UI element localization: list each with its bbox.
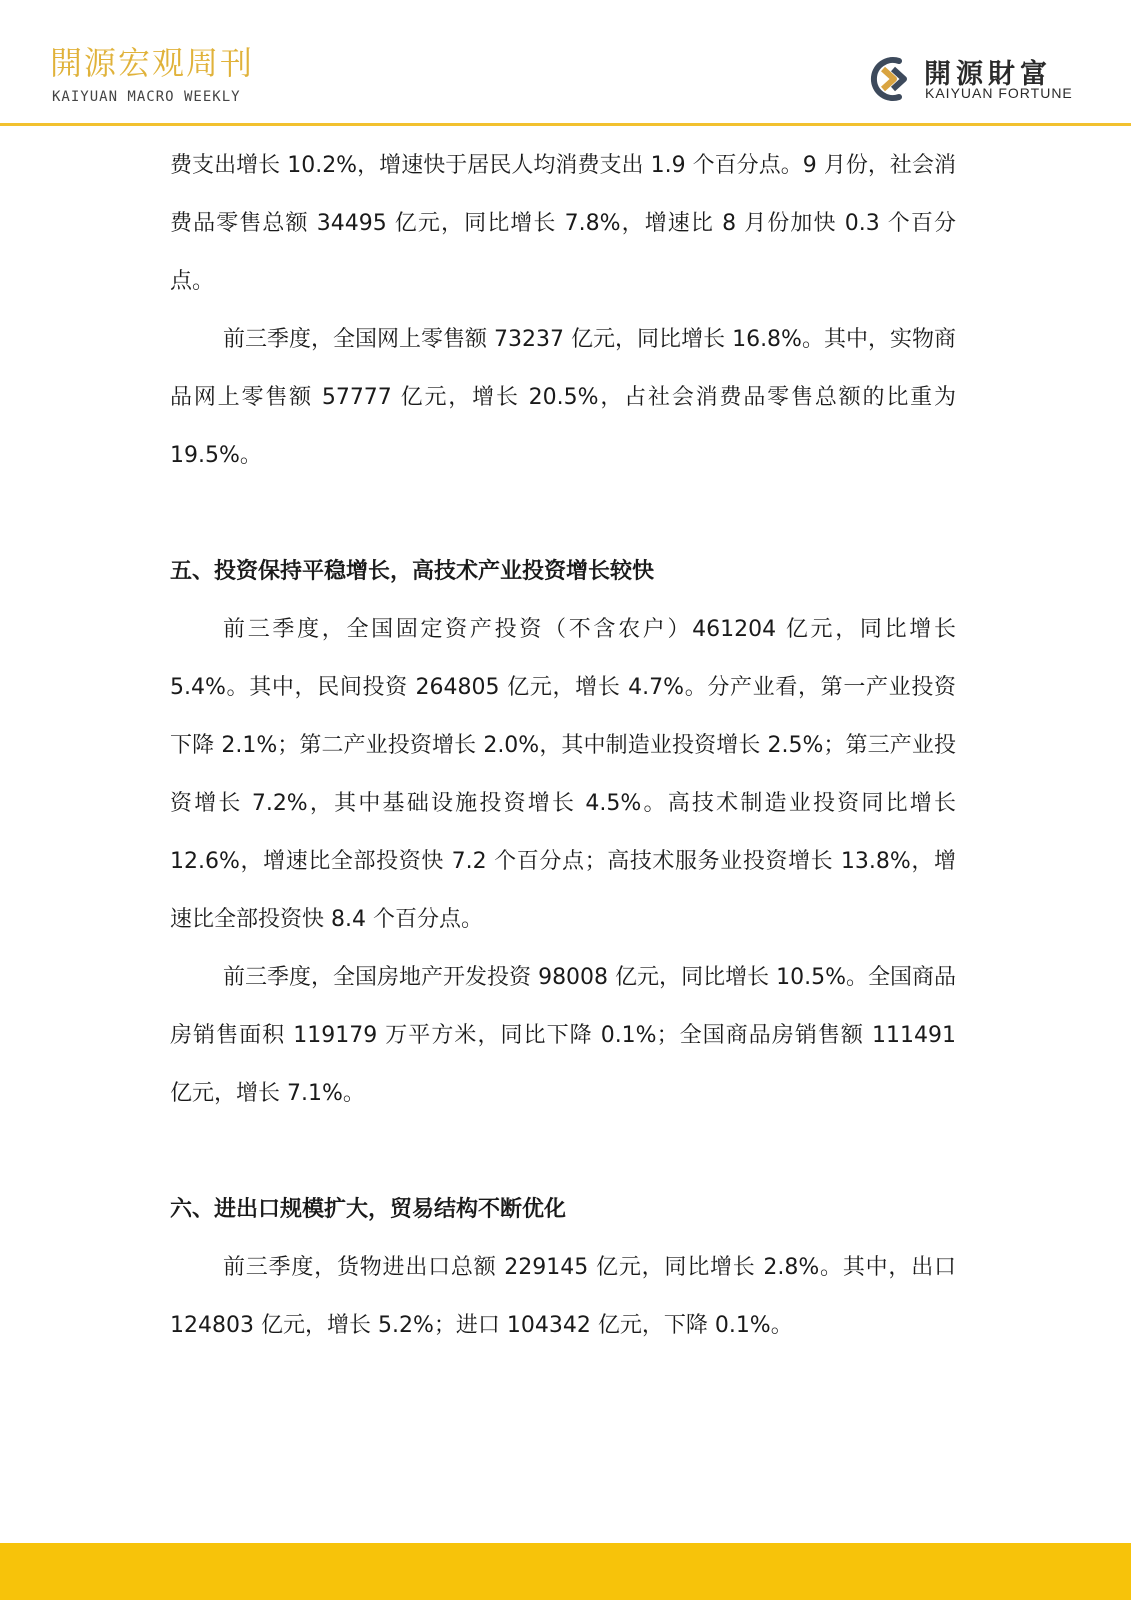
section-heading-investment: 五、投资保持平稳增长，高技术产业投资增长较快	[170, 559, 655, 584]
publication-title: 開源宏观周刊	[50, 44, 255, 82]
document-body	[170, 137, 956, 1355]
paragraph-real-estate: 前三季度，全国房地产开发投资 98008 亿元，同比增长 10.5%。全国商品房销售面积 119179 万平方米，同比下降 0.1%；全国商品房销售额 111491 亿元，增长 7.1%。	[170, 965, 956, 1106]
header-divider	[0, 123, 1131, 126]
paragraph-fixed-asset-investment: 前三季度，全国固定资产投资（不含农户）461204 亿元，同比增长 5.4%。其中，民间投资 264805 亿元，增长 4.7%。分产业看，第一产业投资下降 2.1%；第二产业投资增长 2.0%，其中制造业投资增长 2.5%；第三产业投资增长 7.2%，其中基础设施投资增长 4.5%。高技术制造业投资同比增长 12.6%，增速比全部投资快 7.2 个百分点；高技术服务业投资增长 13.8%，增速比全部投资快 8.4 个百分点。	[170, 617, 956, 932]
paragraph-consumption-continued: 费支出增长 10.2%，增速快于居民人均消费支出 1.9 个百分点。9 月份，社会消费品零售总额 34495 亿元，同比增长 7.8%，增速比 8 月份加快 0.3 个百分点。	[170, 153, 956, 294]
paragraph-import-export: 前三季度，货物进出口总额 229145 亿元，同比增长 2.8%。其中，出口 124803 亿元，增长 5.2%；进口 104342 亿元，下降 0.1%。	[170, 1255, 956, 1338]
page-header	[0, 0, 1131, 126]
kaiyuan-fortune-logo	[866, 52, 1096, 106]
logo-english-name: KAIYUAN FORTUNE	[925, 85, 1073, 101]
paragraph-online-retail: 前三季度，全国网上零售额 73237 亿元，同比增长 16.8%。其中，实物商品网上零售额 57777 亿元，增长 20.5%，占社会消费品零售总额的比重为 19.5%。	[170, 327, 956, 468]
logo-chinese-name: 開源財富	[924, 59, 1052, 90]
section-heading-trade: 六、进出口规模扩大，贸易结构不断优化	[170, 1197, 567, 1222]
kaiyuan-fortune-logo-icon	[866, 54, 916, 104]
publication-subtitle: KAIYUAN MACRO WEEKLY	[52, 89, 241, 105]
footer-bar	[0, 1543, 1131, 1600]
